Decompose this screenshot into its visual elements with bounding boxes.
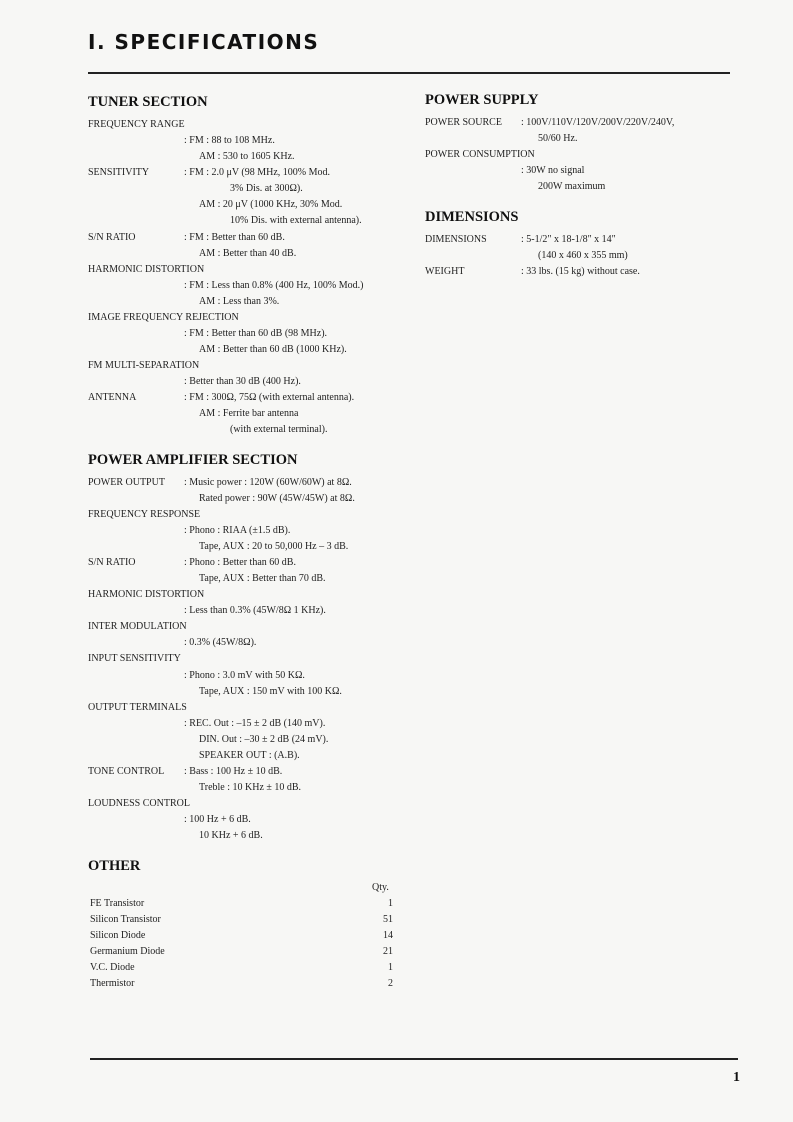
spec-label: S/N RATIO: [88, 232, 136, 243]
spec-value: SPEAKER OUT : (A.B).: [199, 750, 300, 761]
spec-value: Tape, AUX : Better than 70 dB.: [199, 573, 326, 584]
spec-label: FREQUENCY RESPONSE: [88, 509, 201, 520]
spec-label: SENSITIVITY: [88, 167, 150, 178]
top-rule: [88, 72, 730, 74]
spec-value: AM : Better than 60 dB (1000 KHz).: [199, 344, 347, 355]
spec-value: : Less than 0.3% (45W/8Ω 1 KHz).: [184, 605, 326, 616]
spec-label: INTER MODULATION: [88, 621, 187, 632]
component-name: Silicon Transistor: [90, 914, 161, 925]
spec-value: : 33 lbs. (15 kg) without case.: [521, 266, 640, 277]
spec-value: AM : 20 μV (1000 KHz, 30% Mod.: [199, 199, 343, 210]
spec-value: : 100 Hz + 6 dB.: [184, 814, 251, 825]
spec-value: 200W maximum: [538, 181, 606, 192]
spec-value: : Phono : Better than 60 dB.: [184, 557, 296, 568]
spec-label: INPUT SENSITIVITY: [88, 653, 181, 664]
spec-label: POWER OUTPUT: [88, 477, 165, 488]
component-qty: 51: [383, 914, 393, 925]
spec-value: Treble : 10 KHz ± 10 dB.: [199, 782, 302, 793]
spec-label: S/N RATIO: [88, 557, 136, 568]
spec-value: : FM : Better than 60 dB.: [184, 232, 285, 243]
spec-value: Tape, AUX : 20 to 50,000 Hz – 3 dB.: [199, 541, 349, 552]
spec-label: FREQUENCY RANGE: [88, 119, 185, 130]
component-name: Silicon Diode: [90, 930, 146, 941]
page-number: 1: [733, 1070, 740, 1085]
component-name: Germanium Diode: [90, 946, 165, 957]
spec-value: : 5-1/2" x 18-1/8" x 14": [521, 234, 616, 245]
spec-value: 3% Dis. at 300Ω).: [230, 183, 303, 194]
spec-label: IMAGE FREQUENCY REJECTION: [88, 312, 239, 323]
spec-value: : Better than 30 dB (400 Hz).: [184, 376, 301, 387]
spec-value: 10% Dis. with external antenna).: [230, 215, 362, 226]
bottom-rule: [90, 1058, 738, 1060]
spec-value: : 30W no signal: [521, 165, 585, 176]
spec-value: 10 KHz + 6 dB.: [199, 830, 263, 841]
component-qty: 21: [383, 946, 393, 957]
other-heading: OTHER: [88, 858, 141, 874]
spec-value: (with external terminal).: [230, 424, 328, 435]
dimensions-heading: DIMENSIONS: [425, 209, 519, 225]
spec-value: : FM : 88 to 108 MHz.: [184, 135, 275, 146]
qty-header: Qty.: [372, 882, 389, 893]
spec-value: : Phono : 3.0 mV with 50 KΩ.: [184, 670, 305, 681]
spec-label: FM MULTI-SEPARATION: [88, 360, 200, 371]
spec-value: AM : 530 to 1605 KHz.: [199, 151, 295, 162]
spec-value: 50/60 Hz.: [538, 133, 578, 144]
spec-label: TONE CONTROL: [88, 766, 165, 777]
spec-value: : REC. Out : –15 ± 2 dB (140 mV).: [184, 718, 326, 729]
spec-value: : FM : 300Ω, 75Ω (with external antenna).: [184, 392, 355, 403]
spec-value: : 100V/110V/120V/200V/220V/240V,: [521, 117, 675, 128]
component-qty: 1: [388, 962, 393, 973]
spec-value: : 0.3% (45W/8Ω).: [184, 637, 257, 648]
component-qty: 2: [388, 978, 393, 989]
component-qty: 14: [383, 930, 393, 941]
spec-value: DIN. Out : –30 ± 2 dB (24 mV).: [199, 734, 329, 745]
power-supply-heading: POWER SUPPLY: [425, 92, 539, 108]
spec-label: POWER SOURCE: [425, 117, 502, 128]
power-amplifier-heading: POWER AMPLIFIER SECTION: [88, 452, 298, 468]
page-title: I. SPECIFICATIONS: [88, 30, 320, 54]
spec-value: : FM : 2.0 μV (98 MHz, 100% Mod.: [184, 167, 331, 178]
spec-label: HARMONIC DISTORTION: [88, 589, 205, 600]
component-name: Thermistor: [90, 978, 135, 989]
spec-label: LOUDNESS CONTROL: [88, 798, 190, 809]
component-name: V.C. Diode: [90, 962, 135, 973]
tuner-section-heading: TUNER SECTION: [88, 94, 208, 110]
spec-value: : Bass : 100 Hz ± 10 dB.: [184, 766, 283, 777]
spec-value: (140 x 460 x 355 mm): [538, 250, 628, 261]
spec-label: POWER CONSUMPTION: [425, 149, 535, 160]
spec-label: OUTPUT TERMINALS: [88, 702, 187, 713]
spec-value: : FM : Less than 0.8% (400 Hz, 100% Mod.): [184, 280, 364, 291]
spec-label: HARMONIC DISTORTION: [88, 264, 205, 275]
spec-value: AM : Better than 40 dB.: [199, 248, 297, 259]
spec-label: ANTENNA: [88, 392, 137, 403]
component-name: FE Transistor: [90, 898, 145, 909]
spec-value: : FM : Better than 60 dB (98 MHz).: [184, 328, 328, 339]
spec-value: Rated power : 90W (45W/45W) at 8Ω.: [199, 493, 355, 504]
component-qty: 1: [388, 898, 393, 909]
spec-value: : Music power : 120W (60W/60W) at 8Ω.: [184, 477, 352, 488]
spec-label: WEIGHT: [425, 266, 465, 277]
spec-value: AM : Ferrite bar antenna: [199, 408, 299, 419]
spec-label: DIMENSIONS: [425, 234, 487, 245]
spec-value: Tape, AUX : 150 mV with 100 KΩ.: [199, 686, 342, 697]
spec-value: : Phono : RIAA (±1.5 dB).: [184, 525, 291, 536]
spec-value: AM : Less than 3%.: [199, 296, 280, 307]
